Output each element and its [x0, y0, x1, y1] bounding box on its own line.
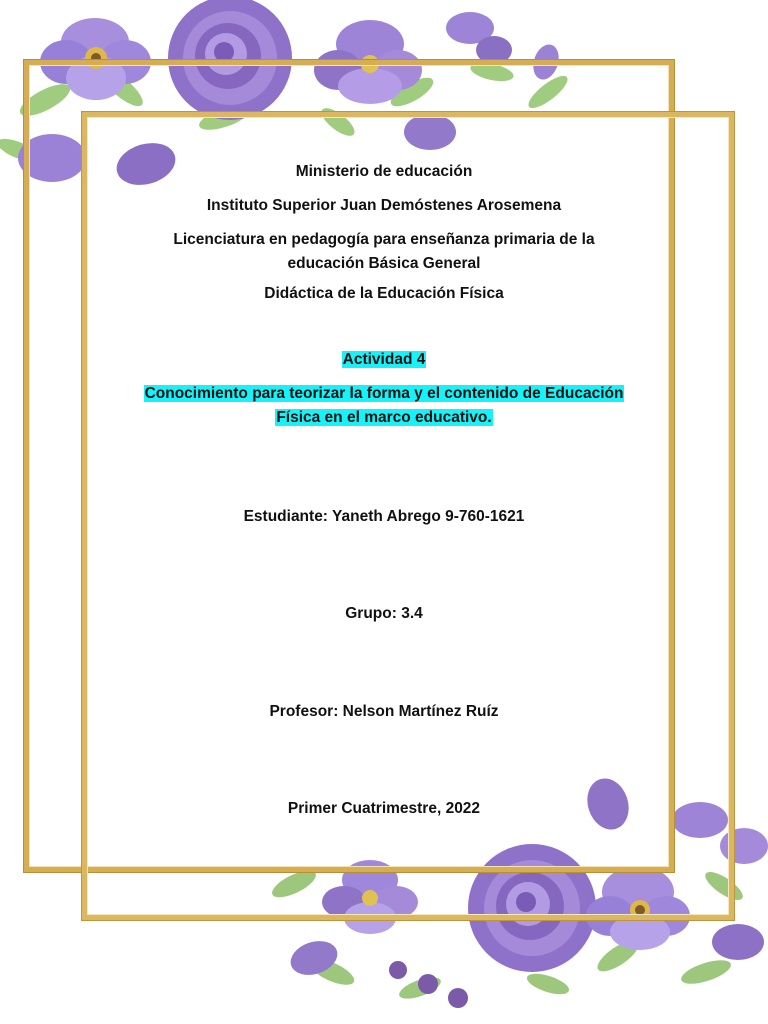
term-line [96, 797, 672, 821]
professor-line [96, 700, 672, 724]
student-line [96, 505, 672, 529]
activity-highlight: Actividad 4 [342, 351, 426, 368]
institute-text: Instituto Superior Juan Demóstenes Arosemena [206, 197, 562, 214]
student-text: Estudiante: Yaneth Abrego 9-760-1621 [243, 508, 525, 525]
group-text: Grupo: 3.4 [345, 605, 423, 622]
topic-block [96, 382, 672, 430]
degree-line-1: Licenciatura en pedagogía para enseñanza primaria de la [173, 231, 595, 248]
ministry-text: Ministerio de educación [295, 163, 473, 180]
term-text: Primer Cuatrimestre, 2022 [287, 800, 481, 817]
topic-line-2: Física en el marco educativo. [276, 409, 492, 426]
topic-line-1: Conocimiento para teorizar la forma y el contenido de Educación [144, 385, 624, 402]
course-line [96, 282, 672, 306]
title-page-content [96, 0, 672, 1024]
institute-line [96, 194, 672, 218]
activity-line [96, 348, 672, 372]
ministry-line [96, 160, 672, 184]
degree-block [96, 228, 672, 276]
degree-line-2: educación Básica General [287, 255, 481, 272]
professor-text: Profesor: Nelson Martínez Ruíz [269, 703, 499, 720]
course-text: Didáctica de la Educación Física [264, 285, 504, 302]
group-line [96, 602, 672, 626]
